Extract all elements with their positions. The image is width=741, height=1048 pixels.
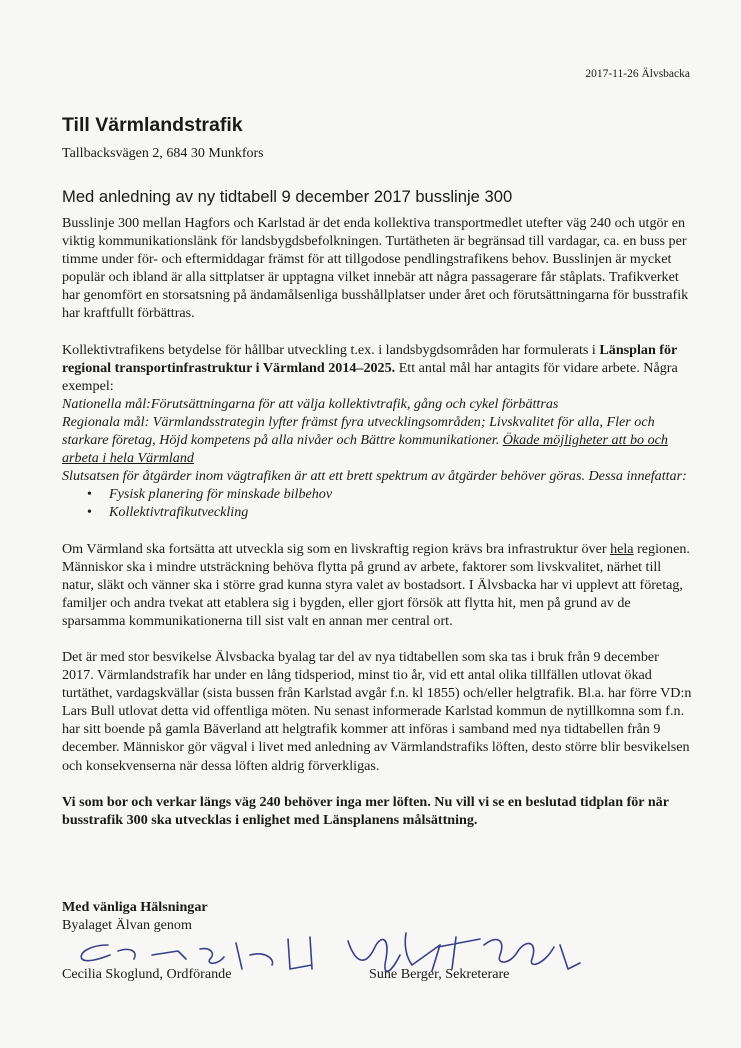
paragraph-3 (62, 540, 692, 630)
date-place: 2017-11-26 Älvsbacka (585, 68, 690, 80)
plan-title: Länsplan för regional transportinfrastruktur i Värmland 2014–2025. (62, 341, 678, 376)
paragraph-3-part2: regionen. Människor ska i mindre utsträckning behöva flytta på grund av arbete, faktorer som livskvalitet, närhet till natur, släkt och vänner ska i större grad kunna styra valet av bostadsort. I Älvsbacka har vi upplevt att företag, familjer och andra tvekat att etablera sig i bygden, eller gjort försök att flytta hit, men på grund av de sparsamma kommunikationerna till sist valt en annan mer central ort. (62, 540, 690, 629)
paragraph-5: Vi som bor och verkar längs väg 240 behöver inga mer löften. Nu vill vi se en beslutad tidplan för när busstrafik 300 ska utvecklas i enlighet med Länsplanens målsättning. (62, 793, 669, 828)
regional-goals-text: Regionala mål: Värmlandsstrategin lyfter främst fyra utvecklingsområden; Livskvalitet för alla, Fler och starkare företag, Höjd kompetens på alla nivåer och Bättre kommunikationer. (62, 413, 655, 449)
paragraph-3-part1: Om Värmland ska fortsätta att utveckla sig som en livskraftig region krävs bra infrastruktur över (62, 540, 611, 557)
closing-greeting: Med vänliga Hälsningar (62, 899, 208, 915)
letter-body (62, 214, 692, 829)
national-goals: Nationella mål:Förutsättningarna för att välja kollektivtrafik, gång och cykel förbättras (62, 395, 559, 412)
regional-goals-underlined: Ökade möjligheter att bo och arbeta i hela Värmland (62, 432, 668, 467)
paragraph-1: Busslinje 300 mellan Hagfors och Karlstad är det enda kollektiva transportmedlet utefter väg 240 och utgör en viktig kommunikationslänk för landsbygdsbefolkningen. Turtätheten är begränsad till vardagar, ca. en buss per timme under för- och eftermiddagar främst för att tillgodose pendlingstrafikens behov. Busslinjen är mycket populär och ibland är alla sittplatser är upptagna vilket innebär att några passagerare får ståplats. Trafikverket har genomfört en storsatsning på ändamålsenliga busshållplatser under året och förutsättningarna för busstrafik har kraftfullt förbättras. (62, 215, 689, 322)
closing-organization: Byalaget Älvan genom (62, 917, 192, 934)
letter-subject: Med anledning av ny tidtabell 9 december 2017 busslinje 300 (62, 187, 513, 206)
paragraph-2-intro: Kollektivtrafikens betydelse för hållbar utveckling t.ex. i landsbygdsområden har formulerats i (62, 341, 600, 358)
list-item: • Fysisk planering för minskade bilbehov (87, 485, 692, 503)
handwritten-signatures (60, 925, 600, 995)
paragraph-2 (62, 341, 692, 395)
conclusion: Slutsatsen för åtgärder inom vägtrafiken är att ett brett spektrum av åtgärder behöver göras. Dessa innefattar: (62, 468, 687, 485)
paragraph-2-outro: Ett antal mål har antagits för vidare arbete. Några exempel: (62, 359, 678, 394)
signer-2-name: Sune Berger, Sekreterare (369, 966, 510, 982)
paragraph-3-underlined: hela (610, 540, 634, 557)
recipient-heading: Till Värmlandstrafik (62, 114, 243, 136)
paragraph-4: Det är med stor besvikelse Älvsbacka byalag tar del av nya tidtabellen som ska tas i bruk från 9 december 2017. Värmlandstrafik har under en lång tidsperiod, minst tio år, vid ett antal olika tillfällen utlovat ökad turtäthet, vardagskvällar (sista bussen från Karlstad avgår f.n. kl 1855) och/eller helgtrafik. Bl.a. har förre VD:n Lars Bull utlovat detta vid offentliga möten. Nu senast informerade Karlstad kommun de nytillkomna som f.n. har sitt boende på gamla Bäverland att helgtrafik kommer att införas i samband med nya tidtabellen från 9 december. Människor gör vägval i livet med anledning av Värmlandstrafiks löften, desto större blir besvikelsen och konsekvenserna när dessa löften aldrig förverkligas. (62, 648, 692, 774)
list-item: • Kollektivtrafikutveckling (87, 503, 692, 521)
signature-skoglund (81, 937, 312, 969)
recipient-address: Tallbacksvägen 2, 684 30 Munkfors (62, 146, 264, 161)
measures-list (62, 485, 692, 521)
signer-1-name: Cecilia Skoglund, Ordförande (62, 966, 232, 982)
regional-goals (62, 413, 692, 467)
